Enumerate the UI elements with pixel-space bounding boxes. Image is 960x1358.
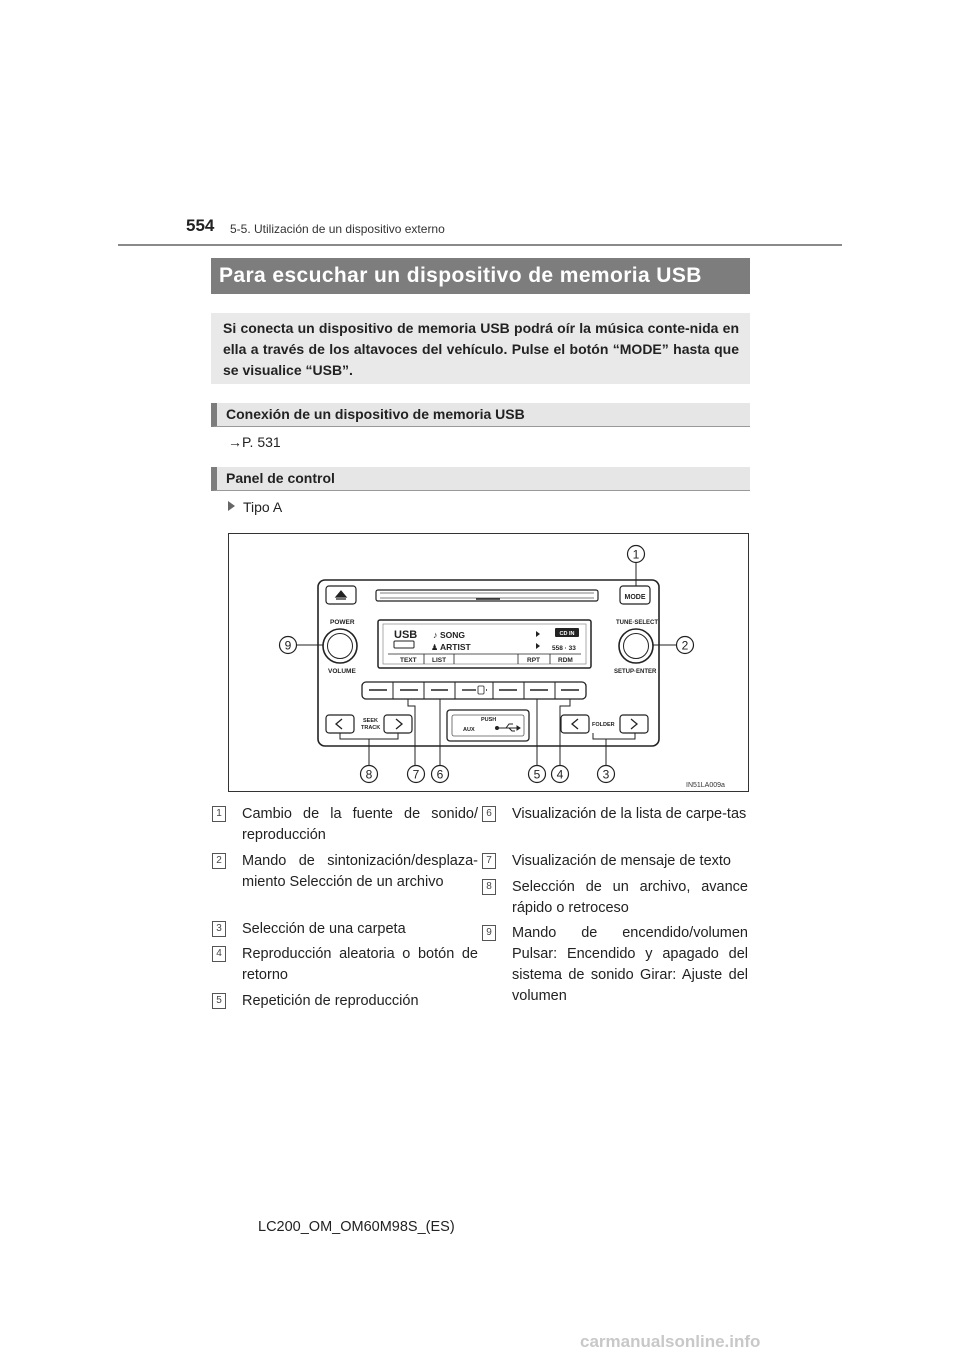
svg-text:2: 2 <box>681 638 689 653</box>
legend-number: 6 <box>482 806 496 822</box>
legend-number: 4 <box>212 946 226 962</box>
display-cd-in: CD IN <box>559 631 575 637</box>
section-title: Para escuchar un dispositivo de memoria USB <box>211 258 750 294</box>
setup-enter-label: SETUP·ENTER <box>614 669 657 675</box>
callout-9 <box>280 637 297 654</box>
svg-text:6: 6 <box>436 767 444 782</box>
legend-text: Mando de encendido/volumen Pulsar: Encendido y apagado del sistema de sonido Girar: Ajuste del volumen <box>512 925 748 1004</box>
svg-text:5: 5 <box>533 767 541 782</box>
seek-back-button <box>326 715 354 733</box>
legend-number: 7 <box>482 853 496 869</box>
intro-text: Si conecta un dispositivo de memoria USB podrá oír la música conte-nida en ella a través de los altavoces del vehículo. Pulse el botón “MODE” hasta que se visualice “USB”. <box>211 313 750 384</box>
music-note-icon: ♪ <box>433 630 438 640</box>
legend-text: Selección de un archivo, avance rápido o retroceso <box>512 879 748 916</box>
legend-text: Mando de sintonización/desplaza-miento Selección de un archivo <box>242 853 478 890</box>
page-reference: →P. 531 <box>228 434 281 450</box>
type-label <box>228 499 282 515</box>
aux-label: AUX <box>463 727 475 733</box>
legend-number: 8 <box>482 879 496 895</box>
callout-5 <box>529 766 546 783</box>
power-volume-knob <box>323 629 357 663</box>
callout-3 <box>598 766 615 783</box>
display-artist: ARTIST <box>440 642 471 652</box>
legend-text: Visualización de mensaje de texto <box>512 853 731 869</box>
display-source: USB <box>394 629 418 641</box>
legend-number: 3 <box>212 921 226 937</box>
control-panel-figure <box>228 533 749 792</box>
callout-1 <box>628 546 645 563</box>
artist-icon: ♟ <box>431 643 439 652</box>
seek-forward-button <box>384 715 412 733</box>
legend-text: Selección de una carpeta <box>242 921 406 937</box>
display-song: SONG <box>440 630 466 640</box>
tune-select-label: TUNE·SELECT <box>616 620 658 626</box>
legend-text: Repetición de reproducción <box>242 993 419 1009</box>
callout-8 <box>361 766 378 783</box>
power-label: POWER <box>330 619 355 626</box>
legend-number: 1 <box>212 806 226 822</box>
callout-6 <box>432 766 449 783</box>
folder-forward-button <box>620 715 648 733</box>
display-text-label: TEXT <box>400 657 417 664</box>
push-label: PUSH <box>481 717 497 723</box>
svg-text:3: 3 <box>602 767 610 782</box>
callout-7 <box>408 766 425 783</box>
callout-4 <box>552 766 569 783</box>
legend-text: Visualización de la lista de carpe-tas <box>512 806 747 822</box>
figure-code: IN51LA009a <box>686 782 725 789</box>
seek-label: SEEK <box>363 718 378 724</box>
tune-select-knob <box>619 629 653 663</box>
svg-text:9: 9 <box>284 638 292 653</box>
legend-number: 2 <box>212 853 226 869</box>
triangle-bullet-icon <box>228 501 235 511</box>
display-rpt-label: RPT <box>527 657 540 664</box>
legend-text: Cambio de la fuente de sonido/ reproducción <box>242 806 478 843</box>
display-time: 558 · 33 <box>552 645 576 652</box>
document-code: LC200_OM_OM60M98S_(ES) <box>258 1219 455 1235</box>
display-rdm-label: RDM <box>558 657 573 664</box>
mode-label: MODE <box>624 594 646 601</box>
folder-back-button <box>561 715 589 733</box>
svg-text:4: 4 <box>556 767 564 782</box>
type-label-text: Tipo A <box>243 499 283 515</box>
callout-2 <box>677 637 694 654</box>
subheading-connection: Conexión de un dispositivo de memoria USB <box>211 403 750 427</box>
volume-label: VOLUME <box>328 668 356 675</box>
breadcrumb: 5-5. Utilización de un dispositivo externo <box>230 222 445 236</box>
svg-text:8: 8 <box>365 767 373 782</box>
folder-label: FOLDER <box>592 722 615 728</box>
svg-text:1: 1 <box>632 547 640 562</box>
svg-text:7: 7 <box>412 767 420 782</box>
display-list-label: LIST <box>432 657 447 664</box>
header-divider <box>118 244 842 246</box>
legend-number: 5 <box>212 993 226 1009</box>
legend-number: 9 <box>482 925 496 941</box>
subheading-control-panel: Panel de control <box>211 467 750 491</box>
legend-text: Reproducción aleatoria o botón de retorno <box>242 946 478 983</box>
page-number: 554 <box>186 216 215 235</box>
watermark: carmanualsonline.info <box>580 1332 761 1351</box>
track-label: TRACK <box>361 725 381 731</box>
